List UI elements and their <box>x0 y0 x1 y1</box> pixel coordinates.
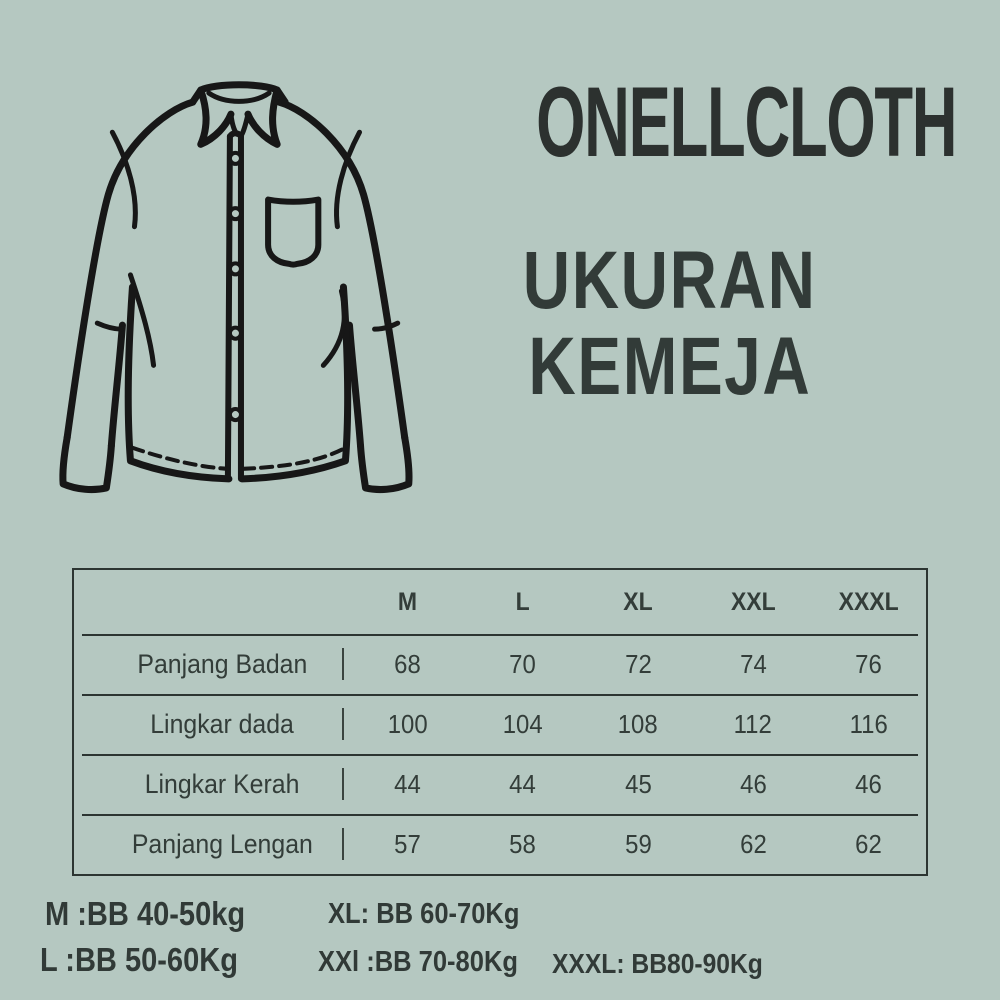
weight-guide-m: M :BB 40-50kg <box>45 895 246 932</box>
col-header-xxl: XXL <box>730 587 776 616</box>
table-row-panjang-lengan <box>74 814 926 874</box>
cell-value: 108 <box>618 708 658 739</box>
cell-value: 44 <box>394 768 421 799</box>
cell-value: 70 <box>509 648 537 679</box>
weight-guide-xxl: XXl :BB 70-80Kg <box>318 946 518 978</box>
row-label: Panjang Badan <box>137 648 307 679</box>
cell-value: 46 <box>739 768 767 799</box>
cell-value: 62 <box>739 828 767 859</box>
table-divider <box>82 754 918 756</box>
cell-value: 74 <box>739 648 767 679</box>
cell-value: 44 <box>509 768 537 799</box>
table-divider <box>82 694 918 696</box>
table-divider <box>82 634 918 636</box>
cell-value: 57 <box>394 828 421 859</box>
row-separator <box>336 828 350 860</box>
weight-guide-xxxl: XXXL: BB80-90Kg <box>552 948 763 979</box>
table-divider <box>82 814 918 816</box>
row-label: Lingkar dada <box>150 708 294 739</box>
cell-value: 76 <box>855 648 882 679</box>
cell-value: 62 <box>855 828 882 859</box>
weight-guide-l: L :BB 50-60Kg <box>40 941 238 978</box>
page-title-line2: KEMEJA <box>528 321 812 412</box>
cell-value: 72 <box>624 648 652 679</box>
cell-value: 58 <box>509 828 537 859</box>
table-row-lingkar-kerah <box>74 754 926 814</box>
cell-value: 104 <box>502 708 543 739</box>
col-header-m: M <box>398 587 418 616</box>
brand-title-text: ONELLCLOTH <box>536 66 957 177</box>
cell-value: 68 <box>394 648 421 679</box>
table-row-panjang-badan <box>74 634 926 694</box>
row-label: Panjang Lengan <box>131 828 313 859</box>
row-separator <box>336 648 350 680</box>
size-table <box>72 568 928 876</box>
col-header-xl: XL <box>623 587 653 616</box>
col-header-l: L <box>515 587 530 616</box>
page-title <box>420 235 920 412</box>
page-title-line1: UKURAN <box>523 235 817 326</box>
row-separator <box>336 768 350 800</box>
brand-title <box>418 66 957 177</box>
table-row-lingkar-dada <box>74 694 926 754</box>
size-table-header-row <box>74 570 926 634</box>
weight-guide-xl: XL: BB 60-70Kg <box>328 898 520 930</box>
cell-value: 100 <box>387 708 428 739</box>
cell-value: 112 <box>734 708 773 739</box>
shirt-line-art-icon <box>48 78 450 510</box>
shirt-pocket <box>268 200 318 265</box>
cell-value: 46 <box>855 768 882 799</box>
cell-value: 116 <box>849 708 888 739</box>
cell-value: 45 <box>624 768 652 799</box>
row-label: Lingkar Kerah <box>144 768 300 799</box>
col-header-xxxl: XXXL <box>838 587 899 616</box>
cell-value: 59 <box>624 828 652 859</box>
row-separator <box>336 708 350 740</box>
